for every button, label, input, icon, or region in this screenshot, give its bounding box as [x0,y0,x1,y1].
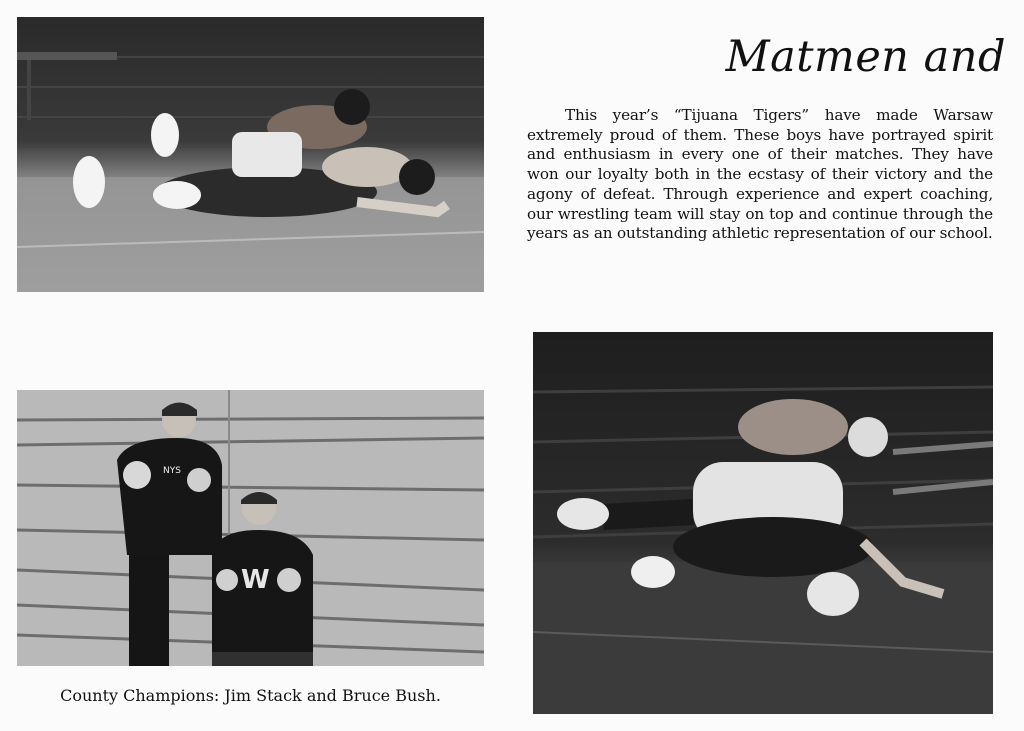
article-body: This year’s “Tijuana Tigers” have made Warsaw extremely proud of them. These boys have portrayed spirit and enthusiasm in every one of their matches. They have won our loyalty both in the ecstasy of their victory and the agony of defeat. Through experience and expert coaching, our wrestling team will stay on top and continue through the years as an outstanding athletic representation of our school. [527,106,993,243]
wrestling-photo-bottom-right [533,332,993,714]
wrestling-photo-top-left [17,17,484,292]
page-title: Matmen and [725,32,1006,82]
champions-photo [17,390,484,666]
jacket-patch-text: NYS [163,466,181,476]
champions-portrait-illustration [17,390,484,666]
jacket-letter: W [241,565,270,595]
takedown-scene-illustration [533,332,993,714]
wrestling-scene-illustration [17,17,484,292]
photo-caption: County Champions: Jim Stack and Bruce Bush. [60,686,441,705]
